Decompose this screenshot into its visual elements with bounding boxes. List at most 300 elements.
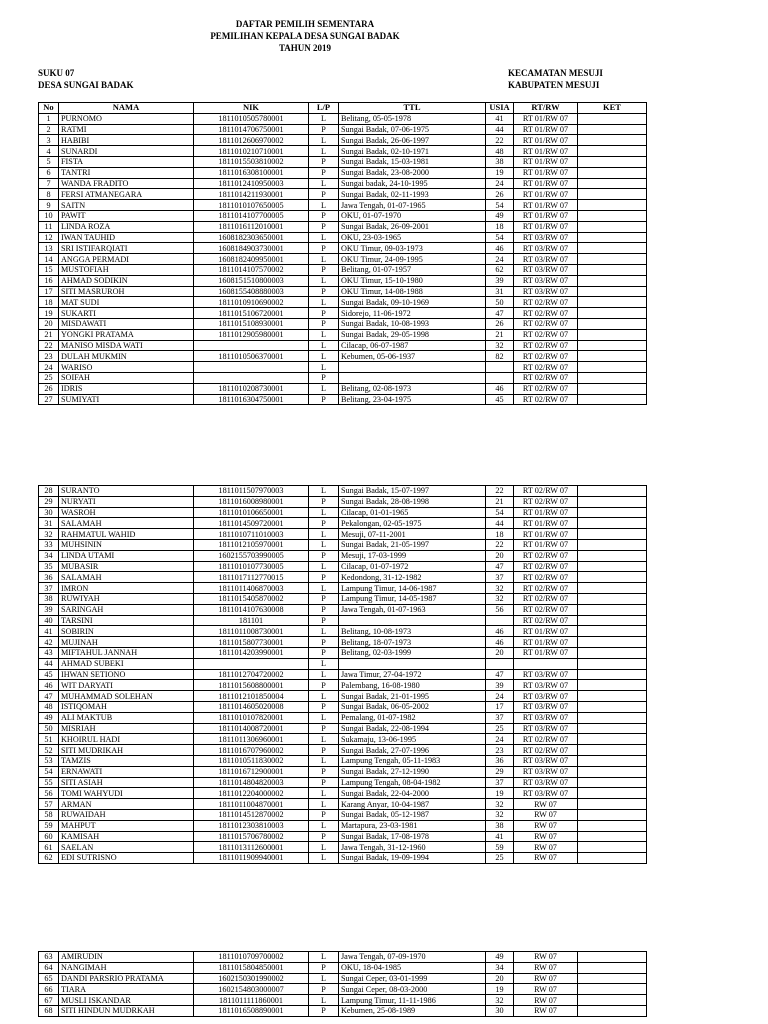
- cell-rtrw: RT 03/RW 07: [514, 701, 578, 712]
- cell-usia: 25: [486, 853, 514, 864]
- cell-rtrw: RT 02/RW 07: [514, 318, 578, 329]
- cell-lp: L: [309, 254, 339, 265]
- cell-rtrw: RT 03/RW 07: [514, 712, 578, 723]
- table-row: [39, 853, 647, 864]
- cell-nama: TIARA: [59, 984, 194, 995]
- cell-usia: 45: [486, 394, 514, 405]
- cell-ttl: Pekalongan, 02-05-1975: [339, 518, 486, 529]
- cell-nama: PURNOMO: [59, 113, 194, 124]
- cell-no: 41: [39, 626, 59, 637]
- cell-usia: 59: [486, 842, 514, 853]
- cell-no: 67: [39, 995, 59, 1006]
- table-row: [39, 362, 647, 373]
- cell-ttl: [339, 372, 486, 383]
- cell-nik: 1811016712900001: [194, 766, 309, 777]
- cell-nik: 1608155408880003: [194, 286, 309, 297]
- cell-ket: [578, 669, 647, 680]
- cell-ket: [578, 831, 647, 842]
- cell-lp: L: [309, 275, 339, 286]
- cell-rtrw: RT 01/RW 07: [514, 146, 578, 157]
- cell-lp: L: [309, 297, 339, 308]
- cell-ket: [578, 383, 647, 394]
- cell-no: 36: [39, 572, 59, 583]
- cell-no: 65: [39, 973, 59, 984]
- cell-nama: KHOIRUL HADI: [59, 734, 194, 745]
- cell-rtrw: RW 07: [514, 1005, 578, 1016]
- cell-nama: SOIFAH: [59, 372, 194, 383]
- cell-no: 2: [39, 124, 59, 135]
- cell-rtrw: RW 07: [514, 842, 578, 853]
- cell-rtrw: RT 01/RW 07: [514, 167, 578, 178]
- cell-no: 58: [39, 809, 59, 820]
- cell-ket: [578, 799, 647, 810]
- cell-lp: P: [309, 550, 339, 561]
- cell-ttl: Sungai Badak, 09-10-1969: [339, 297, 486, 308]
- cell-nik: 1811012704720002: [194, 669, 309, 680]
- cell-ttl: Cilacap, 01-07-1972: [339, 561, 486, 572]
- cell-nama: ALI MAKTUB: [59, 712, 194, 723]
- cell-rtrw: RW 07: [514, 853, 578, 864]
- cell-usia: 62: [486, 264, 514, 275]
- cell-nama: MUSTOFIAH: [59, 264, 194, 275]
- cell-ket: [578, 496, 647, 507]
- cell-ttl: Jawa Tengah, 01-07-1965: [339, 200, 486, 211]
- cell-nik: 1608182409950001: [194, 254, 309, 265]
- cell-rtrw: RT 02/RW 07: [514, 615, 578, 626]
- cell-no: 66: [39, 984, 59, 995]
- cell-nama: MUHSININ: [59, 539, 194, 550]
- cell-nik: 1811010709700002: [194, 952, 309, 963]
- cell-nama: NURYATI: [59, 496, 194, 507]
- cell-lp: P: [309, 243, 339, 254]
- cell-usia: 26: [486, 318, 514, 329]
- cell-nama: MUHAMMAD SOLEHAN: [59, 691, 194, 702]
- cell-nik: 1602155703990005: [194, 550, 309, 561]
- cell-lp: L: [309, 113, 339, 124]
- cell-no: 10: [39, 210, 59, 221]
- cell-nama: MANISO MISDA WATI: [59, 340, 194, 351]
- cell-ket: [578, 572, 647, 583]
- cell-rtrw: RT 01/RW 07: [514, 113, 578, 124]
- cell-ket: [578, 297, 647, 308]
- cell-usia: 37: [486, 572, 514, 583]
- cell-nama: SUMIYATI: [59, 394, 194, 405]
- cell-usia: 49: [486, 952, 514, 963]
- cell-lp: L: [309, 529, 339, 540]
- cell-usia: [486, 362, 514, 373]
- cell-nik: 1811012905980001: [194, 329, 309, 340]
- cell-lp: P: [309, 264, 339, 275]
- cell-lp: P: [309, 372, 339, 383]
- cell-ttl: OKU, 18-04-1985: [339, 962, 486, 973]
- cell-nik: 1608151510800003: [194, 275, 309, 286]
- cell-lp: L: [309, 691, 339, 702]
- cell-ket: [578, 210, 647, 221]
- cell-nik: 1811017112770015: [194, 572, 309, 583]
- cell-nama: DULAH MUKMIN: [59, 351, 194, 362]
- cell-ttl: Sidorejo, 11-06-1972: [339, 308, 486, 319]
- cell-rtrw: RT 03/RW 07: [514, 232, 578, 243]
- cell-no: 48: [39, 701, 59, 712]
- cell-lp: P: [309, 647, 339, 658]
- cell-nik: 1811014512870002: [194, 809, 309, 820]
- cell-usia: 29: [486, 766, 514, 777]
- cell-nik: 1811010106650001: [194, 507, 309, 518]
- cell-no: 55: [39, 777, 59, 788]
- cell-usia: 24: [486, 254, 514, 265]
- table-row: [39, 189, 647, 200]
- cell-lp: P: [309, 831, 339, 842]
- cell-rtrw: RW 07: [514, 984, 578, 995]
- cell-ttl: [339, 658, 486, 669]
- table-row: [39, 383, 647, 394]
- table-row: [39, 995, 647, 1006]
- cell-no: 60: [39, 831, 59, 842]
- cell-ttl: Sungai Badak, 02-11-1993: [339, 189, 486, 200]
- cell-no: 59: [39, 820, 59, 831]
- table-row: [39, 799, 647, 810]
- cell-rtrw: RW 07: [514, 962, 578, 973]
- cell-no: 33: [39, 539, 59, 550]
- cell-ttl: Mesuji, 17-03-1999: [339, 550, 486, 561]
- cell-no: 19: [39, 308, 59, 319]
- voter-table-1: [38, 102, 647, 405]
- cell-nik: 1811013112600001: [194, 842, 309, 853]
- cell-lp: P: [309, 723, 339, 734]
- table-row: [39, 658, 647, 669]
- cell-usia: 19: [486, 984, 514, 995]
- cell-nik: 1811014008720001: [194, 723, 309, 734]
- cell-no: 5: [39, 156, 59, 167]
- cell-nama: SAITN: [59, 200, 194, 211]
- cell-nama: MISDAWATI: [59, 318, 194, 329]
- cell-nama: SITI MUDRIKAH: [59, 745, 194, 756]
- cell-usia: 23: [486, 745, 514, 756]
- cell-usia: 54: [486, 200, 514, 211]
- cell-nama: MISRIAH: [59, 723, 194, 734]
- cell-rtrw: RT 02/RW 07: [514, 372, 578, 383]
- cell-nik: 1811014211930001: [194, 189, 309, 200]
- table-row: [39, 232, 647, 243]
- cell-ttl: OKU Timur, 14-08-1988: [339, 286, 486, 297]
- cell-lp: L: [309, 626, 339, 637]
- table-row: [39, 243, 647, 254]
- cell-nama: SARINGAH: [59, 604, 194, 615]
- cell-rtrw: RT 02/RW 07: [514, 329, 578, 340]
- cell-usia: 47: [486, 308, 514, 319]
- cell-usia: 54: [486, 232, 514, 243]
- cell-nama: RUWAIDAH: [59, 809, 194, 820]
- cell-rtrw: RT 03/RW 07: [514, 254, 578, 265]
- desa-label: DESA SUNGAI BADAK: [38, 80, 134, 90]
- cell-usia: 20: [486, 647, 514, 658]
- cell-usia: 44: [486, 518, 514, 529]
- table-row: [39, 637, 647, 648]
- table-row: [39, 701, 647, 712]
- table-row: [39, 550, 647, 561]
- cell-rtrw: RW 07: [514, 809, 578, 820]
- cell-ttl: Kedondong, 31-12-1982: [339, 572, 486, 583]
- cell-no: 1: [39, 113, 59, 124]
- cell-rtrw: RT 02/RW 07: [514, 583, 578, 594]
- cell-lp: P: [309, 318, 339, 329]
- cell-nik: 1811011507970003: [194, 486, 309, 497]
- table-row: [39, 831, 647, 842]
- cell-ttl: OKU, 01-07-1970: [339, 210, 486, 221]
- cell-ttl: Sungai Badak, 29-05-1998: [339, 329, 486, 340]
- table-row: [39, 561, 647, 572]
- cell-usia: 41: [486, 113, 514, 124]
- cell-no: 16: [39, 275, 59, 286]
- table-row: [39, 329, 647, 340]
- cell-usia: 21: [486, 329, 514, 340]
- table-row: [39, 572, 647, 583]
- cell-lp: P: [309, 962, 339, 973]
- cell-nik: 1811012606970002: [194, 135, 309, 146]
- header-left: [38, 67, 134, 91]
- cell-nama: IDRIS: [59, 383, 194, 394]
- cell-ttl: Sungai Badak, 26-06-1997: [339, 135, 486, 146]
- cell-nama: SUKARTI: [59, 308, 194, 319]
- cell-rtrw: RT 02/RW 07: [514, 734, 578, 745]
- cell-nik: 1811010107820001: [194, 712, 309, 723]
- cell-lp: P: [309, 593, 339, 604]
- cell-nama: SALAMAH: [59, 572, 194, 583]
- cell-no: 20: [39, 318, 59, 329]
- cell-ket: [578, 637, 647, 648]
- cell-ket: [578, 973, 647, 984]
- cell-no: 21: [39, 329, 59, 340]
- cell-lp: P: [309, 189, 339, 200]
- cell-rtrw: RT 02/RW 07: [514, 572, 578, 583]
- cell-lp: L: [309, 507, 339, 518]
- cell-ket: [578, 745, 647, 756]
- table-row: [39, 394, 647, 405]
- cell-ttl: Sungai Badak, 17-08-1978: [339, 831, 486, 842]
- table-row: [39, 221, 647, 232]
- cell-rtrw: RT 02/RW 07: [514, 486, 578, 497]
- cell-lp: L: [309, 362, 339, 373]
- cell-rtrw: RT 01/RW 07: [514, 178, 578, 189]
- cell-lp: L: [309, 135, 339, 146]
- cell-rtrw: RT 03/RW 07: [514, 777, 578, 788]
- cell-nik: 1811016508890001: [194, 1005, 309, 1016]
- cell-nama: NANGIMAH: [59, 962, 194, 973]
- cell-nik: 1811014509720001: [194, 518, 309, 529]
- cell-ttl: Sungai Badak, 05-12-1987: [339, 809, 486, 820]
- cell-nik: 1811016112010001: [194, 221, 309, 232]
- cell-ttl: Sungai Badak, 27-07-1996: [339, 745, 486, 756]
- cell-ttl: Lampung Timur, 14-06-1987: [339, 583, 486, 594]
- cell-lp: L: [309, 842, 339, 853]
- cell-ttl: Lampung Timur, 14-05-1987: [339, 593, 486, 604]
- cell-nama: AHMAD SODIKIN: [59, 275, 194, 286]
- cell-ket: [578, 539, 647, 550]
- cell-nik: 1811014804820003: [194, 777, 309, 788]
- kabupaten-label: KABUPATEN MESUJI: [508, 80, 600, 90]
- doc-title-line1: DAFTAR PEMILIH SEMENTARA: [235, 19, 375, 29]
- cell-no: 3: [39, 135, 59, 146]
- cell-ttl: Sungai Badak, 10-08-1993: [339, 318, 486, 329]
- table-row: [39, 952, 647, 963]
- table-row: [39, 593, 647, 604]
- cell-nik: 1811011008730001: [194, 626, 309, 637]
- cell-no: 15: [39, 264, 59, 275]
- table-row: [39, 712, 647, 723]
- cell-ket: [578, 984, 647, 995]
- cell-no: 12: [39, 232, 59, 243]
- cell-nama: WASROH: [59, 507, 194, 518]
- cell-ket: [578, 809, 647, 820]
- cell-nik: 1811012101850004: [194, 691, 309, 702]
- cell-nik: 1811010208730001: [194, 383, 309, 394]
- table-row: [39, 178, 647, 189]
- cell-ket: [578, 146, 647, 157]
- cell-rtrw: RT 01/RW 07: [514, 518, 578, 529]
- cell-nik: 1811016008980001: [194, 496, 309, 507]
- cell-usia: 32: [486, 995, 514, 1006]
- cell-usia: 18: [486, 221, 514, 232]
- cell-nama: SUNARDI: [59, 146, 194, 157]
- cell-nama: HABIBI: [59, 135, 194, 146]
- cell-lp: L: [309, 351, 339, 362]
- cell-no: 23: [39, 351, 59, 362]
- cell-lp: P: [309, 221, 339, 232]
- cell-nik: 181101: [194, 615, 309, 626]
- cell-usia: 22: [486, 135, 514, 146]
- cell-ket: [578, 691, 647, 702]
- cell-nama: MUBASIR: [59, 561, 194, 572]
- cell-no: 63: [39, 952, 59, 963]
- cell-ket: [578, 243, 647, 254]
- cell-ttl: Sungai Badak, 02-10-1971: [339, 146, 486, 157]
- cell-ket: [578, 518, 647, 529]
- cell-ttl: Belitang, 23-04-1975: [339, 394, 486, 405]
- cell-rtrw: RW 07: [514, 952, 578, 963]
- cell-no: 22: [39, 340, 59, 351]
- cell-ttl: OKU Timur, 24-09-1995: [339, 254, 486, 265]
- cell-no: 62: [39, 853, 59, 864]
- cell-nik: 1811011909940001: [194, 853, 309, 864]
- cell-ket: [578, 340, 647, 351]
- cell-usia: 20: [486, 973, 514, 984]
- table-row: [39, 755, 647, 766]
- cell-no: 27: [39, 394, 59, 405]
- cell-rtrw: RW 07: [514, 831, 578, 842]
- cell-usia: 26: [486, 189, 514, 200]
- cell-ttl: Jawa Timur, 27-04-1972: [339, 669, 486, 680]
- cell-nama: EDI SUTRISNO: [59, 853, 194, 864]
- cell-ttl: Sungai Badak, 19-09-1994: [339, 853, 486, 864]
- cell-usia: 41: [486, 831, 514, 842]
- cell-ttl: Cilacap, 06-07-1987: [339, 340, 486, 351]
- cell-nik: 1811016707960002: [194, 745, 309, 756]
- cell-nama: SITI ASIAH: [59, 777, 194, 788]
- cell-nik: 1811014605020008: [194, 701, 309, 712]
- table-row: [39, 167, 647, 178]
- cell-ket: [578, 156, 647, 167]
- cell-ttl: Sungai Badak, 15-07-1997: [339, 486, 486, 497]
- cell-no: 35: [39, 561, 59, 572]
- table-row: [39, 308, 647, 319]
- cell-usia: 32: [486, 340, 514, 351]
- cell-nama: SAELAN: [59, 842, 194, 853]
- cell-ket: [578, 254, 647, 265]
- cell-usia: 30: [486, 1005, 514, 1016]
- cell-nik: 1811014706750001: [194, 124, 309, 135]
- cell-ttl: Pemalang, 01-07-1982: [339, 712, 486, 723]
- cell-usia: 47: [486, 669, 514, 680]
- col-header-nama: NAMA: [59, 103, 194, 114]
- doc-title-line2: PEMILIHAN KEPALA DESA SUNGAI BADAK: [210, 31, 400, 41]
- cell-nama: MAT SUDI: [59, 297, 194, 308]
- cell-no: 14: [39, 254, 59, 265]
- cell-nama: IWAN TAUHID: [59, 232, 194, 243]
- cell-ttl: OKU Timur, 15-10-1980: [339, 275, 486, 286]
- cell-lp: L: [309, 539, 339, 550]
- cell-lp: L: [309, 146, 339, 157]
- cell-usia: 36: [486, 755, 514, 766]
- col-header-usia: USIA: [486, 103, 514, 114]
- table-row: [39, 156, 647, 167]
- cell-lp: L: [309, 853, 339, 864]
- cell-rtrw: RT 02/RW 07: [514, 550, 578, 561]
- cell-ket: [578, 221, 647, 232]
- table-row: [39, 615, 647, 626]
- cell-usia: 56: [486, 604, 514, 615]
- cell-usia: 48: [486, 146, 514, 157]
- table-row: [39, 788, 647, 799]
- cell-usia: 37: [486, 712, 514, 723]
- cell-nama: TOMI WAHYUDI: [59, 788, 194, 799]
- cell-lp: P: [309, 286, 339, 297]
- cell-nik: 1811010506370001: [194, 351, 309, 362]
- table-row: [39, 113, 647, 124]
- cell-nama: IMRON: [59, 583, 194, 594]
- table-row: [39, 539, 647, 550]
- cell-ket: [578, 189, 647, 200]
- cell-nama: SOBIRIN: [59, 626, 194, 637]
- cell-nik: 1811015405870002: [194, 593, 309, 604]
- cell-no: 24: [39, 362, 59, 373]
- table-row: [39, 583, 647, 594]
- table-row: [39, 340, 647, 351]
- cell-rtrw: RT 03/RW 07: [514, 788, 578, 799]
- cell-no: 26: [39, 383, 59, 394]
- cell-no: 17: [39, 286, 59, 297]
- cell-usia: 25: [486, 723, 514, 734]
- table-row: [39, 318, 647, 329]
- table-row: [39, 984, 647, 995]
- cell-rtrw: RT 03/RW 07: [514, 766, 578, 777]
- cell-lp: P: [309, 1005, 339, 1016]
- cell-lp: L: [309, 734, 339, 745]
- cell-usia: [486, 372, 514, 383]
- cell-nik: 1811014107570002: [194, 264, 309, 275]
- cell-nama: RAHMATUL WAHID: [59, 529, 194, 540]
- cell-ket: [578, 362, 647, 373]
- cell-ket: [578, 766, 647, 777]
- suku-label: SUKU 07: [38, 68, 75, 78]
- table-row: [39, 820, 647, 831]
- cell-ttl: Belitang, 02-08-1973: [339, 383, 486, 394]
- cell-rtrw: RT 01/RW 07: [514, 529, 578, 540]
- cell-lp: P: [309, 745, 339, 756]
- table-row: [39, 647, 647, 658]
- cell-ttl: Belitang, 05-05-1978: [339, 113, 486, 124]
- table-row: [39, 604, 647, 615]
- cell-no: 4: [39, 146, 59, 157]
